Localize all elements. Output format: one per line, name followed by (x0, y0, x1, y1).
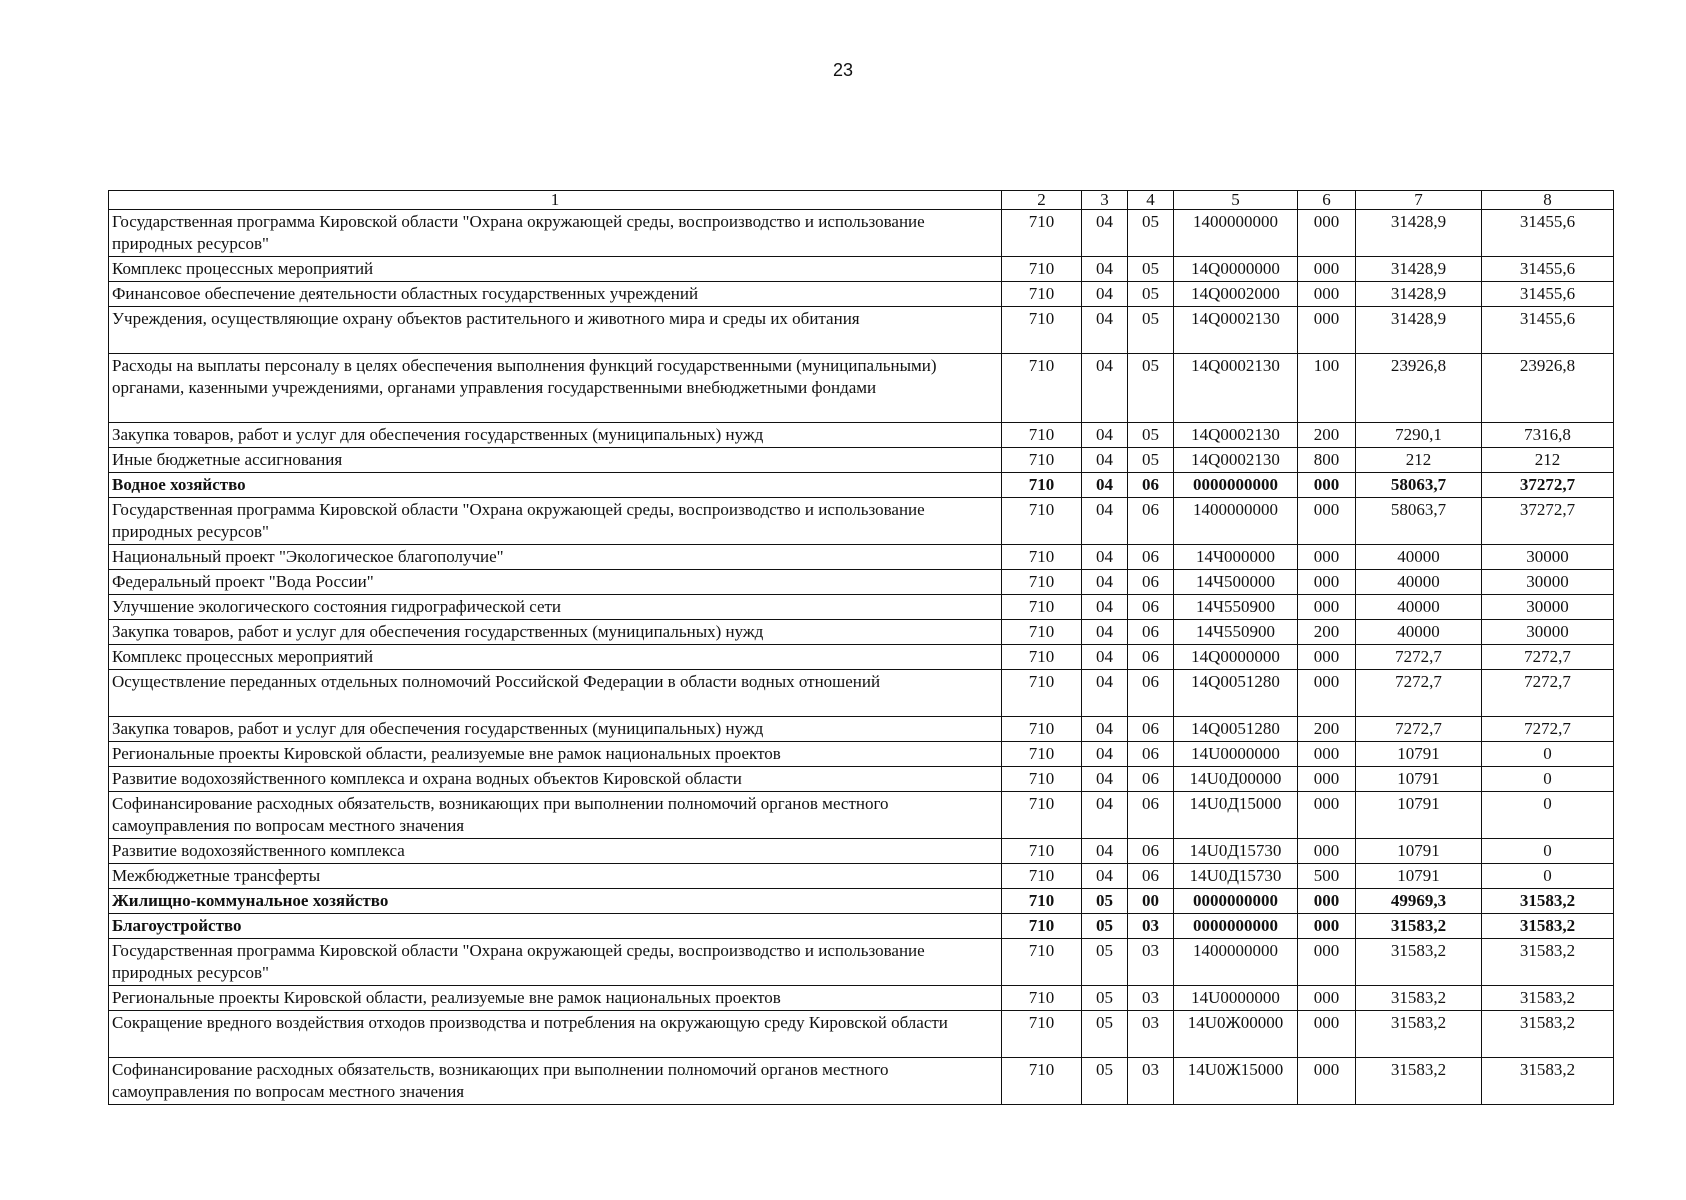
table-row (109, 742, 1614, 767)
cell-amount-col7: 40000 (1356, 570, 1482, 595)
cell-subsection: 06 (1128, 864, 1174, 889)
budget-table-container (108, 190, 1613, 1105)
cell-amount-col7: 40000 (1356, 620, 1482, 645)
cell-target-article: 14Ч000000 (1174, 545, 1298, 570)
cell-target-article: 14Q0002130 (1174, 307, 1298, 354)
cell-section: 04 (1082, 670, 1128, 717)
cell-expense-type: 000 (1298, 1011, 1356, 1058)
cell-amount-col8: 31583,2 (1482, 1011, 1614, 1058)
cell-ministry-code: 710 (1002, 354, 1082, 423)
cell-amount-col8: 23926,8 (1482, 354, 1614, 423)
cell-target-article: 14U0000000 (1174, 986, 1298, 1011)
cell-amount-col8: 30000 (1482, 620, 1614, 645)
cell-description: Сокращение вредного воздействия отходов производства и потребления на окружающую среду Кировской области (109, 1011, 1002, 1058)
cell-amount-col7: 31428,9 (1356, 282, 1482, 307)
cell-amount-col8: 7272,7 (1482, 645, 1614, 670)
cell-expense-type: 000 (1298, 473, 1356, 498)
table-row (109, 839, 1614, 864)
cell-amount-col7: 10791 (1356, 792, 1482, 839)
cell-expense-type: 000 (1298, 282, 1356, 307)
cell-description: Региональные проекты Кировской области, реализуемые вне рамок национальных проектов (109, 986, 1002, 1011)
cell-amount-col8: 7272,7 (1482, 717, 1614, 742)
table-row (109, 939, 1614, 986)
cell-ministry-code: 710 (1002, 210, 1082, 257)
cell-expense-type: 000 (1298, 742, 1356, 767)
table-row (109, 670, 1614, 717)
cell-section: 04 (1082, 742, 1128, 767)
cell-ministry-code: 710 (1002, 498, 1082, 545)
cell-description: Иные бюджетные ассигнования (109, 448, 1002, 473)
cell-amount-col8: 31583,2 (1482, 986, 1614, 1011)
cell-amount-col7: 212 (1356, 448, 1482, 473)
table-row (109, 282, 1614, 307)
cell-expense-type: 000 (1298, 839, 1356, 864)
cell-subsection: 05 (1128, 423, 1174, 448)
cell-amount-col7: 7272,7 (1356, 645, 1482, 670)
cell-description: Расходы на выплаты персоналу в целях обеспечения выполнения функций государственными (муниципальными) органами, казенными учреждениями, органами управления государственными внебюджетными фондами (109, 354, 1002, 423)
cell-section: 05 (1082, 986, 1128, 1011)
cell-section: 04 (1082, 767, 1128, 792)
cell-subsection: 03 (1128, 939, 1174, 986)
cell-amount-col7: 31428,9 (1356, 257, 1482, 282)
cell-expense-type: 000 (1298, 307, 1356, 354)
table-row (109, 889, 1614, 914)
cell-subsection: 06 (1128, 473, 1174, 498)
cell-amount-col8: 0 (1482, 839, 1614, 864)
cell-description: Закупка товаров, работ и услуг для обеспечения государственных (муниципальных) нужд (109, 423, 1002, 448)
cell-target-article: 0000000000 (1174, 473, 1298, 498)
table-row (109, 498, 1614, 545)
cell-target-article: 1400000000 (1174, 939, 1298, 986)
cell-target-article: 0000000000 (1174, 914, 1298, 939)
cell-expense-type: 000 (1298, 986, 1356, 1011)
cell-ministry-code: 710 (1002, 742, 1082, 767)
cell-amount-col7: 31583,2 (1356, 986, 1482, 1011)
cell-subsection: 06 (1128, 767, 1174, 792)
cell-ministry-code: 710 (1002, 839, 1082, 864)
cell-amount-col7: 31583,2 (1356, 1011, 1482, 1058)
cell-section: 04 (1082, 620, 1128, 645)
cell-target-article: 0000000000 (1174, 889, 1298, 914)
table-row (109, 473, 1614, 498)
cell-description: Благоустройство (109, 914, 1002, 939)
cell-description: Государственная программа Кировской области "Охрана окружающей среды, воспроизводство и использование природных ресурсов" (109, 210, 1002, 257)
cell-expense-type: 800 (1298, 448, 1356, 473)
cell-section: 04 (1082, 498, 1128, 545)
cell-subsection: 05 (1128, 257, 1174, 282)
cell-subsection: 03 (1128, 986, 1174, 1011)
table-row (109, 423, 1614, 448)
cell-expense-type: 000 (1298, 767, 1356, 792)
cell-expense-type: 000 (1298, 939, 1356, 986)
cell-description: Федеральный проект "Вода России" (109, 570, 1002, 595)
cell-amount-col7: 7290,1 (1356, 423, 1482, 448)
cell-ministry-code: 710 (1002, 717, 1082, 742)
table-row (109, 210, 1614, 257)
cell-description: Национальный проект "Экологическое благополучие" (109, 545, 1002, 570)
cell-section: 04 (1082, 257, 1128, 282)
cell-target-article: 14Q0000000 (1174, 645, 1298, 670)
cell-ministry-code: 710 (1002, 423, 1082, 448)
cell-amount-col8: 7316,8 (1482, 423, 1614, 448)
cell-target-article: 14Q0002130 (1174, 448, 1298, 473)
cell-amount-col7: 7272,7 (1356, 717, 1482, 742)
cell-section: 04 (1082, 423, 1128, 448)
cell-ministry-code: 710 (1002, 864, 1082, 889)
table-row (109, 792, 1614, 839)
cell-ministry-code: 710 (1002, 448, 1082, 473)
cell-section: 05 (1082, 1011, 1128, 1058)
table-row (109, 1058, 1614, 1105)
cell-amount-col8: 212 (1482, 448, 1614, 473)
cell-description: Осуществление переданных отдельных полномочий Российской Федерации в области водных отношений (109, 670, 1002, 717)
cell-expense-type: 000 (1298, 257, 1356, 282)
cell-section: 04 (1082, 282, 1128, 307)
cell-target-article: 14Q0051280 (1174, 670, 1298, 717)
cell-target-article: 14Q0000000 (1174, 257, 1298, 282)
cell-subsection: 06 (1128, 645, 1174, 670)
cell-subsection: 06 (1128, 595, 1174, 620)
cell-amount-col8: 30000 (1482, 595, 1614, 620)
cell-expense-type: 000 (1298, 792, 1356, 839)
cell-section: 04 (1082, 645, 1128, 670)
cell-section: 04 (1082, 545, 1128, 570)
cell-expense-type: 000 (1298, 914, 1356, 939)
cell-expense-type: 200 (1298, 423, 1356, 448)
cell-amount-col7: 40000 (1356, 545, 1482, 570)
table-row (109, 717, 1614, 742)
cell-amount-col7: 31583,2 (1356, 939, 1482, 986)
cell-ministry-code: 710 (1002, 914, 1082, 939)
cell-description: Учреждения, осуществляющие охрану объектов растительного и животного мира и среды их обитания (109, 307, 1002, 354)
cell-ministry-code: 710 (1002, 570, 1082, 595)
cell-ministry-code: 710 (1002, 257, 1082, 282)
cell-subsection: 06 (1128, 670, 1174, 717)
cell-amount-col8: 31583,2 (1482, 1058, 1614, 1105)
cell-subsection: 05 (1128, 448, 1174, 473)
cell-expense-type: 000 (1298, 645, 1356, 670)
header-col-5: 5 (1174, 191, 1298, 210)
cell-section: 04 (1082, 570, 1128, 595)
page-number: 23 (832, 60, 854, 80)
cell-section: 04 (1082, 210, 1128, 257)
table-row (109, 986, 1614, 1011)
cell-subsection: 06 (1128, 570, 1174, 595)
cell-expense-type: 000 (1298, 545, 1356, 570)
table-row (109, 1011, 1614, 1058)
cell-ministry-code: 710 (1002, 1011, 1082, 1058)
cell-subsection: 00 (1128, 889, 1174, 914)
cell-description: Межбюджетные трансферты (109, 864, 1002, 889)
cell-description: Региональные проекты Кировской области, реализуемые вне рамок национальных проектов (109, 742, 1002, 767)
cell-description: Софинансирование расходных обязательств, возникающих при выполнении полномочий органов местного самоуправления по вопросам местного значения (109, 1058, 1002, 1105)
cell-amount-col8: 37272,7 (1482, 498, 1614, 545)
cell-amount-col8: 0 (1482, 742, 1614, 767)
header-col-4: 4 (1128, 191, 1174, 210)
cell-section: 04 (1082, 448, 1128, 473)
cell-section: 04 (1082, 792, 1128, 839)
cell-section: 04 (1082, 717, 1128, 742)
cell-expense-type: 000 (1298, 570, 1356, 595)
cell-amount-col8: 31455,6 (1482, 210, 1614, 257)
cell-amount-col8: 31455,6 (1482, 307, 1614, 354)
cell-expense-type: 500 (1298, 864, 1356, 889)
cell-amount-col7: 31428,9 (1356, 210, 1482, 257)
cell-description: Комплекс процессных мероприятий (109, 645, 1002, 670)
cell-description: Улучшение экологического состояния гидрографической сети (109, 595, 1002, 620)
cell-subsection: 05 (1128, 282, 1174, 307)
table-row (109, 307, 1614, 354)
cell-amount-col8: 0 (1482, 792, 1614, 839)
cell-amount-col8: 31455,6 (1482, 257, 1614, 282)
cell-target-article: 14U0Д15730 (1174, 864, 1298, 889)
table-row (109, 595, 1614, 620)
cell-amount-col8: 0 (1482, 767, 1614, 792)
cell-subsection: 06 (1128, 839, 1174, 864)
header-col-7: 7 (1356, 191, 1482, 210)
cell-ministry-code: 710 (1002, 473, 1082, 498)
table-row (109, 545, 1614, 570)
table-row (109, 767, 1614, 792)
cell-expense-type: 000 (1298, 670, 1356, 717)
cell-ministry-code: 710 (1002, 767, 1082, 792)
cell-amount-col8: 0 (1482, 864, 1614, 889)
cell-expense-type: 000 (1298, 1058, 1356, 1105)
table-row (109, 914, 1614, 939)
cell-subsection: 03 (1128, 914, 1174, 939)
cell-amount-col7: 31428,9 (1356, 307, 1482, 354)
cell-target-article: 14U0Д00000 (1174, 767, 1298, 792)
cell-description: Жилищно-коммунальное хозяйство (109, 889, 1002, 914)
cell-expense-type: 200 (1298, 620, 1356, 645)
cell-subsection: 06 (1128, 792, 1174, 839)
cell-ministry-code: 710 (1002, 939, 1082, 986)
table-row (109, 354, 1614, 423)
cell-description: Закупка товаров, работ и услуг для обеспечения государственных (муниципальных) нужд (109, 717, 1002, 742)
cell-expense-type: 000 (1298, 210, 1356, 257)
cell-ministry-code: 710 (1002, 595, 1082, 620)
cell-ministry-code: 710 (1002, 792, 1082, 839)
cell-target-article: 14Ч500000 (1174, 570, 1298, 595)
cell-section: 05 (1082, 889, 1128, 914)
cell-amount-col7: 23926,8 (1356, 354, 1482, 423)
cell-section: 05 (1082, 914, 1128, 939)
cell-expense-type: 000 (1298, 498, 1356, 545)
cell-target-article: 14Q0002130 (1174, 354, 1298, 423)
cell-amount-col8: 31583,2 (1482, 939, 1614, 986)
header-row (109, 191, 1614, 210)
cell-amount-col7: 10791 (1356, 767, 1482, 792)
cell-ministry-code: 710 (1002, 889, 1082, 914)
cell-target-article: 1400000000 (1174, 498, 1298, 545)
cell-subsection: 05 (1128, 307, 1174, 354)
cell-expense-type: 000 (1298, 889, 1356, 914)
cell-ministry-code: 710 (1002, 1058, 1082, 1105)
cell-amount-col7: 58063,7 (1356, 473, 1482, 498)
cell-expense-type: 100 (1298, 354, 1356, 423)
cell-ministry-code: 710 (1002, 986, 1082, 1011)
cell-description: Комплекс процессных мероприятий (109, 257, 1002, 282)
cell-subsection: 06 (1128, 545, 1174, 570)
cell-subsection: 03 (1128, 1011, 1174, 1058)
cell-section: 04 (1082, 595, 1128, 620)
cell-target-article: 14Q0002130 (1174, 423, 1298, 448)
cell-target-article: 14U0Д15000 (1174, 792, 1298, 839)
cell-description: Государственная программа Кировской области "Охрана окружающей среды, воспроизводство и использование природных ресурсов" (109, 939, 1002, 986)
cell-amount-col7: 49969,3 (1356, 889, 1482, 914)
cell-description: Софинансирование расходных обязательств, возникающих при выполнении полномочий органов местного самоуправления по вопросам местного значения (109, 792, 1002, 839)
cell-subsection: 05 (1128, 210, 1174, 257)
cell-description: Водное хозяйство (109, 473, 1002, 498)
cell-target-article: 14Ч550900 (1174, 595, 1298, 620)
cell-target-article: 1400000000 (1174, 210, 1298, 257)
cell-target-article: 14U0000000 (1174, 742, 1298, 767)
cell-subsection: 06 (1128, 742, 1174, 767)
cell-section: 05 (1082, 939, 1128, 986)
header-col-2: 2 (1002, 191, 1082, 210)
table-row (109, 645, 1614, 670)
cell-subsection: 06 (1128, 620, 1174, 645)
cell-target-article: 14Q0051280 (1174, 717, 1298, 742)
cell-amount-col8: 30000 (1482, 570, 1614, 595)
cell-amount-col8: 30000 (1482, 545, 1614, 570)
cell-section: 04 (1082, 473, 1128, 498)
cell-expense-type: 000 (1298, 595, 1356, 620)
cell-target-article: 14U0Д15730 (1174, 839, 1298, 864)
cell-target-article: 14Ч550900 (1174, 620, 1298, 645)
cell-amount-col7: 58063,7 (1356, 498, 1482, 545)
cell-subsection: 06 (1128, 498, 1174, 545)
header-col-6: 6 (1298, 191, 1356, 210)
cell-description: Развитие водохозяйственного комплекса и охрана водных объектов Кировской области (109, 767, 1002, 792)
table-row (109, 257, 1614, 282)
cell-description: Развитие водохозяйственного комплекса (109, 839, 1002, 864)
cell-description: Государственная программа Кировской области "Охрана окружающей среды, воспроизводство и использование природных ресурсов" (109, 498, 1002, 545)
cell-amount-col7: 10791 (1356, 864, 1482, 889)
header-col-3: 3 (1082, 191, 1128, 210)
cell-amount-col7: 10791 (1356, 742, 1482, 767)
cell-section: 04 (1082, 354, 1128, 423)
budget-table (108, 190, 1614, 1105)
cell-amount-col8: 37272,7 (1482, 473, 1614, 498)
cell-amount-col7: 10791 (1356, 839, 1482, 864)
cell-ministry-code: 710 (1002, 670, 1082, 717)
cell-ministry-code: 710 (1002, 307, 1082, 354)
cell-amount-col7: 31583,2 (1356, 914, 1482, 939)
table-row (109, 864, 1614, 889)
cell-ministry-code: 710 (1002, 545, 1082, 570)
cell-ministry-code: 710 (1002, 620, 1082, 645)
cell-section: 04 (1082, 839, 1128, 864)
cell-description: Финансовое обеспечение деятельности областных государственных учреждений (109, 282, 1002, 307)
cell-subsection: 05 (1128, 354, 1174, 423)
cell-amount-col7: 7272,7 (1356, 670, 1482, 717)
cell-section: 05 (1082, 1058, 1128, 1105)
cell-subsection: 03 (1128, 1058, 1174, 1105)
cell-ministry-code: 710 (1002, 645, 1082, 670)
table-row (109, 570, 1614, 595)
header-col-1: 1 (109, 191, 1002, 210)
cell-expense-type: 200 (1298, 717, 1356, 742)
cell-target-article: 14U0Ж00000 (1174, 1011, 1298, 1058)
cell-target-article: 14U0Ж15000 (1174, 1058, 1298, 1105)
table-row (109, 448, 1614, 473)
cell-amount-col8: 31583,2 (1482, 914, 1614, 939)
cell-amount-col8: 7272,7 (1482, 670, 1614, 717)
header-col-8: 8 (1482, 191, 1614, 210)
cell-description: Закупка товаров, работ и услуг для обеспечения государственных (муниципальных) нужд (109, 620, 1002, 645)
cell-ministry-code: 710 (1002, 282, 1082, 307)
cell-amount-col8: 31583,2 (1482, 889, 1614, 914)
cell-subsection: 06 (1128, 717, 1174, 742)
table-body (109, 210, 1614, 1105)
cell-amount-col7: 40000 (1356, 595, 1482, 620)
table-row (109, 620, 1614, 645)
cell-section: 04 (1082, 864, 1128, 889)
cell-amount-col7: 31583,2 (1356, 1058, 1482, 1105)
cell-section: 04 (1082, 307, 1128, 354)
cell-target-article: 14Q0002000 (1174, 282, 1298, 307)
cell-amount-col8: 31455,6 (1482, 282, 1614, 307)
